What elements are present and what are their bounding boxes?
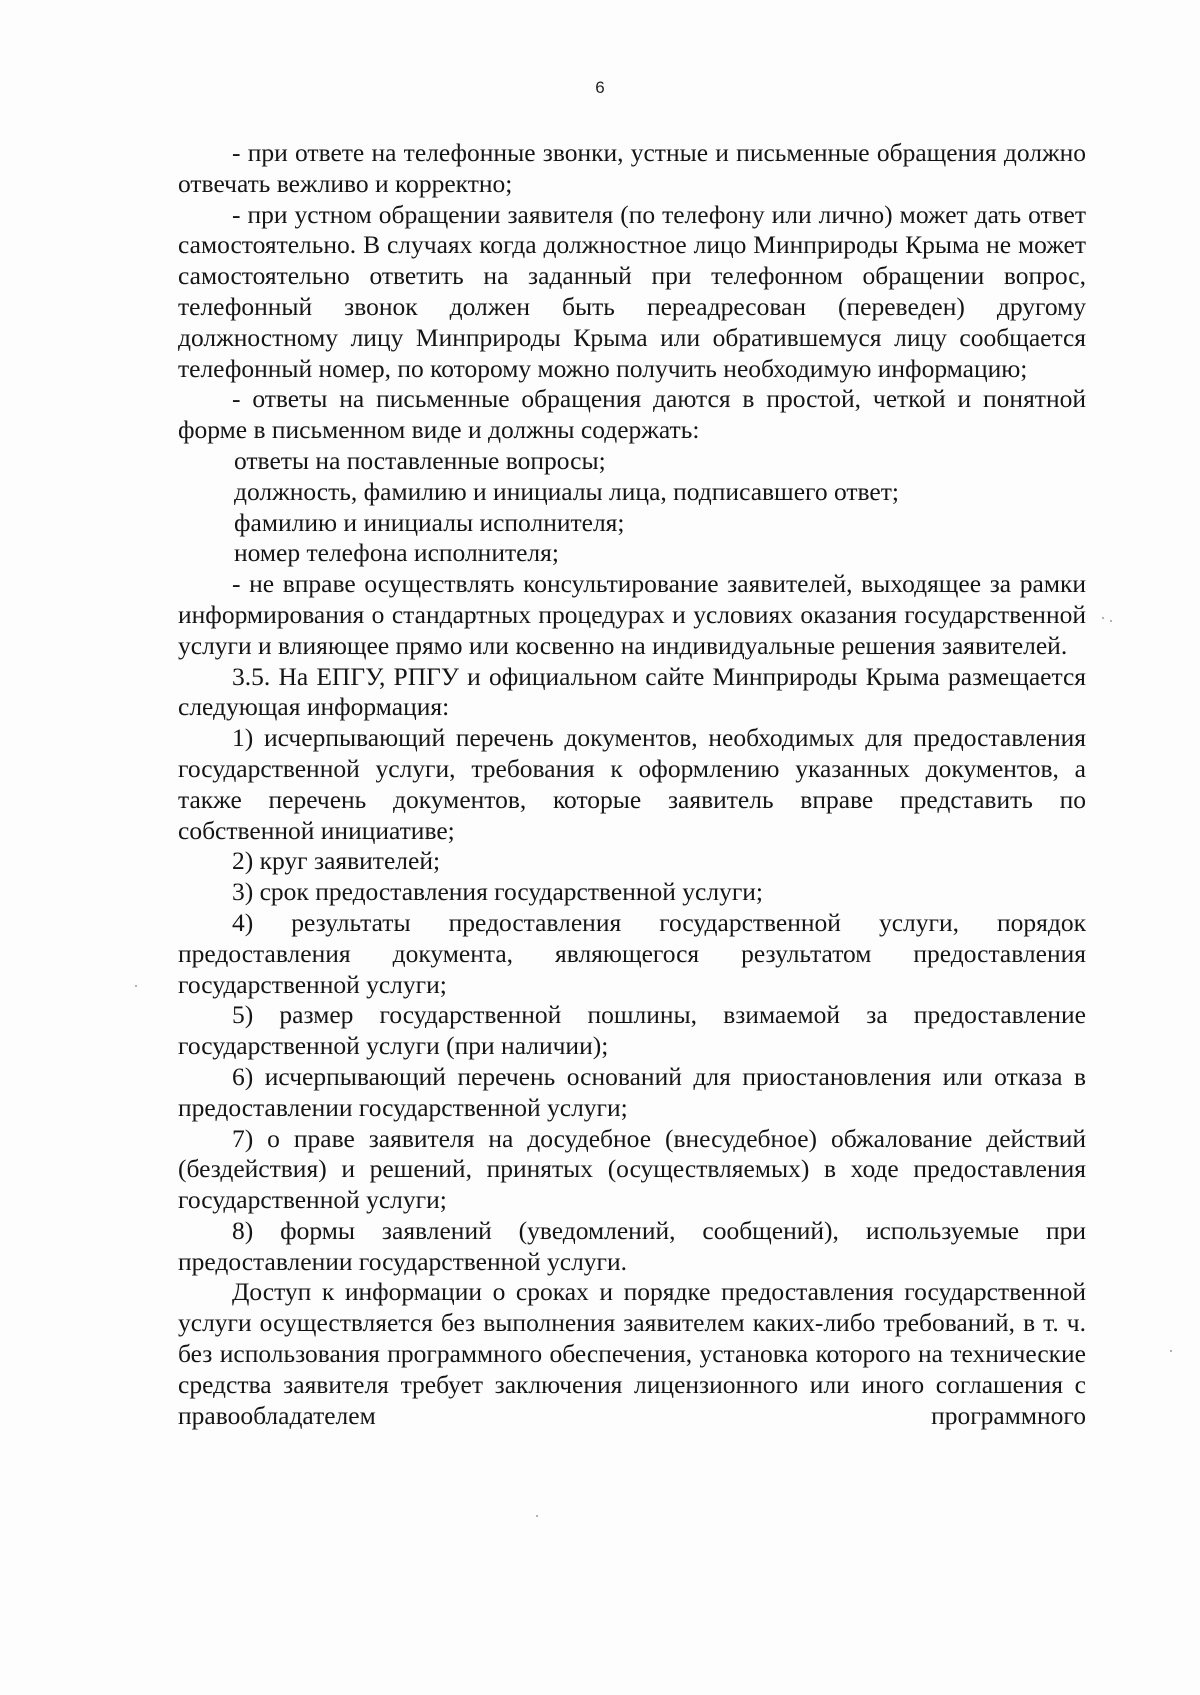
scan-speck — [1170, 1350, 1172, 1352]
answer-content-item: должность, фамилию и инициалы лица, подписавшего ответ; — [234, 476, 899, 506]
info-list-item: 7) о праве заявителя на досудебное (внесудебное) обжалование действий (бездействия) и решений, принятых (осуществляемых) в ходе предоставления государственной услуги; — [178, 1123, 1086, 1215]
answer-content-item: фамилию и инициалы исполнителя; — [234, 507, 625, 537]
section-3-5-heading: 3.5. На ЕПГУ, РПГУ и официальном сайте Минприроды Крыма размещается следующая информация: — [178, 661, 1086, 722]
info-list-item: 1) исчерпывающий перечень документов, необходимых для предоставления государственной услуги, требования к оформлению указанных документов, а также перечень документов, которые заявитель вправе представить по собственной инициативе; — [178, 723, 1086, 845]
scan-speck — [1110, 620, 1112, 622]
info-list-item: 2) круг заявителей; — [232, 846, 441, 876]
paragraph-access-info: Доступ к информации о сроках и порядке предоставления государственной услуги осуществляется без выполнения заявителем каких-либо требований, в т. ч. без использования программного обеспечения, установка которого на технические средства заявителя требует заключения лицензионного или иного соглашения с правообладателем программного — [178, 1277, 1086, 1430]
scan-speck — [1102, 617, 1104, 619]
paragraph-oral-appeal: - при устном обращении заявителя (по телефону или лично) может дать ответ самостоятельно. В случаях когда должностное лицо Минприроды Крыма не может самостоятельно ответить на заданный при телефонном обращении вопрос, телефонный звонок должен быть переадресован (переведен) другому должностному лицу Минприроды Крыма или обратившемуся лицу сообщается телефонный номер, по которому можно получить необходимую информацию; — [178, 199, 1086, 383]
info-list-item: 6) исчерпывающий перечень оснований для приостановления или отказа в предоставлении государственной услуги; — [178, 1061, 1086, 1122]
answer-content-item: ответы на поставленные вопросы; — [234, 445, 606, 475]
paragraph-phone-calls: - при ответе на телефонные звонки, устные и письменные обращения должно отвечать вежливо и корректно; — [178, 138, 1086, 198]
paragraph-written-answers: - ответы на письменные обращения даются в простой, четкой и понятной форме в письменном виде и должны содержать: — [178, 384, 1086, 445]
info-list-item: 3) срок предоставления государственной услуги; — [232, 877, 764, 907]
answer-content-item: номер телефона исполнителя; — [234, 538, 559, 568]
page-number: 6 — [595, 78, 605, 97]
info-list-item: 4) результаты предоставления государственной услуги, порядок предоставления документа, являющегося результатом предоставления государственной услуги; — [178, 907, 1086, 999]
scan-speck — [135, 985, 137, 987]
info-list-item: 5) размер государственной пошлины, взимаемой за предоставление государственной услуги (при наличии); — [178, 1000, 1086, 1061]
paragraph-no-consulting: - не вправе осуществлять консультирование заявителей, выходящее за рамки информирования о стандартных процедурах и условиях оказания государственной услуги и влияющее прямо или косвенно на индивидуальные решения заявителей. — [178, 569, 1086, 660]
info-list-item: 8) формы заявлений (уведомлений, сообщений), используемые при предоставлении государственной услуги. — [178, 1215, 1086, 1276]
document-body — [178, 138, 1086, 1431]
scan-speck — [536, 1515, 538, 1517]
